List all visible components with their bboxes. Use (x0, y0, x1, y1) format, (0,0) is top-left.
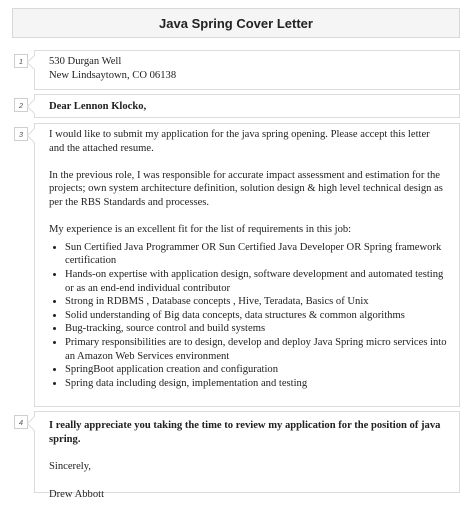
body-section (34, 123, 460, 407)
requirement-item: • Sun Certified Java Programmer OR Sun Certified Java Developer OR Spring framework certification (65, 241, 447, 268)
section-number-2: 2 (14, 98, 28, 112)
closing-section (34, 411, 460, 500)
section-number-1: 1 (14, 54, 28, 68)
page-title: Java Spring Cover Letter (12, 8, 460, 38)
section-number-3: 3 (14, 127, 28, 141)
requirement-item: • Primary responsibilities are to design, develop and deploy Java Spring micro services into an Amazon Web Services environment (65, 336, 447, 363)
sign-off: Sincerely, (49, 461, 91, 473)
section-number-4: 4 (14, 415, 28, 429)
closing-statement: I really appreciate you taking the time to review my application for the position of java spring. (49, 420, 441, 445)
address-line-1: 530 Durgan Well (49, 56, 122, 67)
address-line-2: New Lindsaytown, CO 06138 (49, 69, 177, 81)
body-paragraph-2: In the previous role, I was responsible for accurate impact assessment and estimation for the projects; own system architecture definition, solution design & high level technical design as per the RBS Standards and processes. (49, 169, 443, 208)
body-paragraph-3: My experience is an excellent fit for the list of requirements in this job: (49, 224, 352, 236)
body-paragraph-1: I would like to submit my application for the java spring opening. Please accept this letter and the attached resume. (49, 129, 430, 154)
requirement-item: • Solid understanding of Big data concepts, data structures & common algorithms (65, 309, 447, 323)
requirements-list (49, 241, 447, 391)
salutation: Dear Lennon Klocko, (49, 101, 147, 112)
address-section (34, 50, 460, 90)
signature: Drew Abbott (49, 488, 105, 500)
requirement-item: • Strong in RDBMS , Database concepts , Hive, Teradata, Basics of Unix (65, 295, 447, 309)
requirement-item: • Spring data including design, implementation and testing (65, 377, 447, 391)
salutation-section (34, 94, 460, 118)
requirement-item: • Hands-on expertise with application design, software development and automated testing or as an end-end individual contributor (65, 268, 447, 295)
requirement-item: • SpringBoot application creation and configuration (65, 363, 447, 377)
requirement-item: • Bug-tracking, source control and build systems (65, 322, 447, 336)
